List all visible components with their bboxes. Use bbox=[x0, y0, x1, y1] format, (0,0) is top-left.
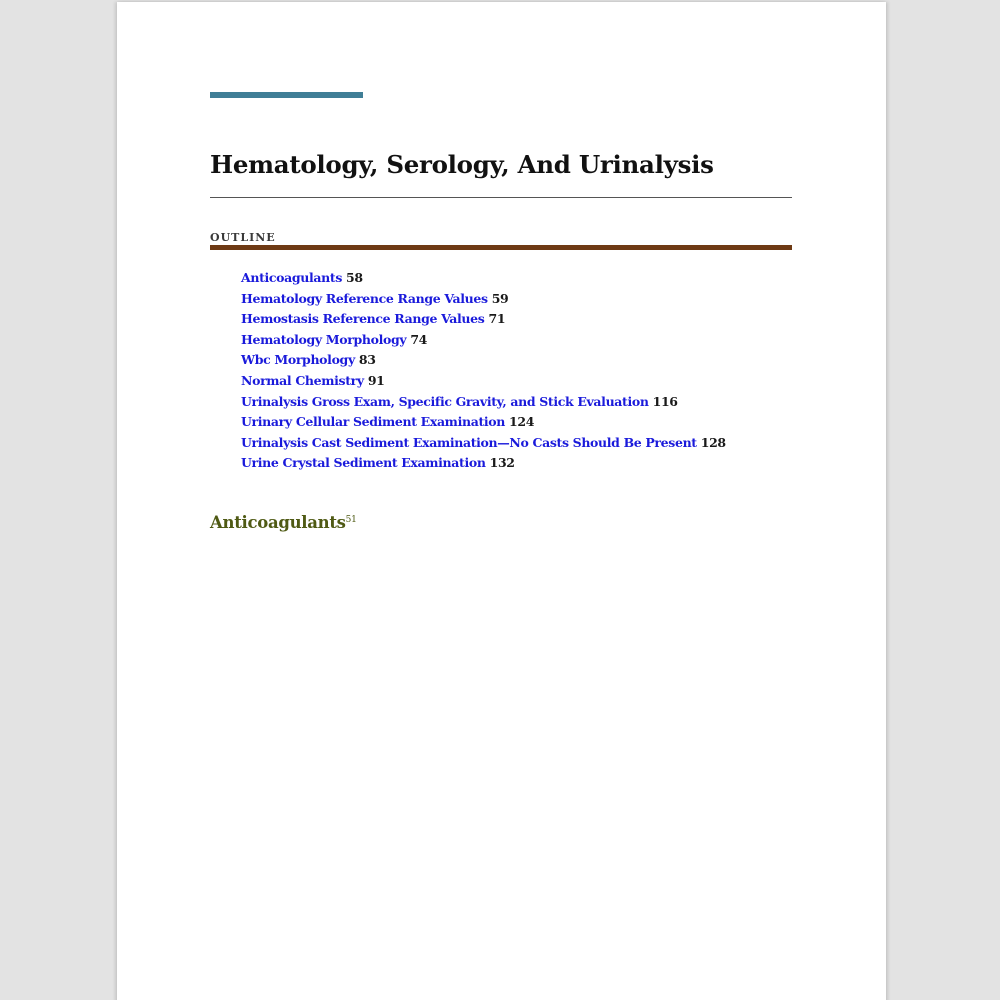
outline-link-hematology-morphology[interactable]: Hematology Morphology bbox=[241, 331, 407, 347]
outline-page-number: 91 bbox=[367, 372, 385, 388]
chapter-accent-bar bbox=[210, 92, 363, 98]
outline-page-number: 128 bbox=[700, 434, 726, 450]
section-heading-anticoagulants bbox=[210, 513, 357, 532]
outline-link-hemostasis-reference-range-values[interactable]: Hemostasis Reference Range Values bbox=[241, 311, 485, 327]
outline-item bbox=[241, 268, 726, 289]
outline-item bbox=[241, 289, 726, 310]
outline-link-normal-chemistry[interactable]: Normal Chemistry bbox=[241, 372, 364, 388]
outline-item bbox=[241, 433, 726, 454]
outline-item bbox=[241, 453, 726, 474]
outline-link-urinalysis-gross-exam[interactable]: Urinalysis Gross Exam, Specific Gravity, and Stick Evaluation bbox=[241, 393, 649, 409]
title-divider bbox=[210, 197, 792, 198]
outline-link-anticoagulants[interactable]: Anticoagulants bbox=[241, 270, 343, 285]
outline-page-number: 132 bbox=[489, 455, 515, 471]
outline-page-number: 124 bbox=[509, 414, 535, 430]
outline-divider bbox=[210, 245, 792, 250]
outline-page-number: 58 bbox=[346, 270, 363, 285]
footnote-reference[interactable]: 51 bbox=[345, 515, 357, 525]
outline-page-number: 74 bbox=[410, 331, 428, 347]
outline-item bbox=[241, 309, 726, 330]
document-page bbox=[117, 2, 886, 1000]
outline-link-urinary-cellular-sediment[interactable]: Urinary Cellular Sediment Examination bbox=[241, 414, 505, 430]
outline-item bbox=[241, 330, 726, 351]
outline-item bbox=[241, 350, 726, 371]
outline-item bbox=[241, 371, 726, 392]
outline-page-number: 116 bbox=[652, 393, 678, 409]
section-heading-text: Anticoagulants bbox=[210, 513, 346, 532]
outline-link-hematology-reference-range-values[interactable]: Hematology Reference Range Values bbox=[241, 290, 488, 306]
chapter-title: Hematology, Serology, And Urinalysis bbox=[210, 150, 714, 179]
outline-label: OUTLINE bbox=[210, 231, 276, 244]
outline-link-wbc-morphology[interactable]: Wbc Morphology bbox=[241, 352, 355, 368]
outline-page-number: 71 bbox=[488, 311, 506, 327]
outline-item bbox=[241, 412, 726, 433]
outline-list bbox=[241, 268, 726, 474]
outline-page-number: 59 bbox=[491, 290, 509, 306]
outline-link-urine-crystal-sediment[interactable]: Urine Crystal Sediment Examination bbox=[241, 455, 486, 471]
outline-link-urinalysis-cast-sediment[interactable]: Urinalysis Cast Sediment Examination—No Casts Should Be Present bbox=[241, 434, 697, 450]
outline-item bbox=[241, 392, 726, 413]
outline-page-number: 83 bbox=[358, 352, 376, 368]
